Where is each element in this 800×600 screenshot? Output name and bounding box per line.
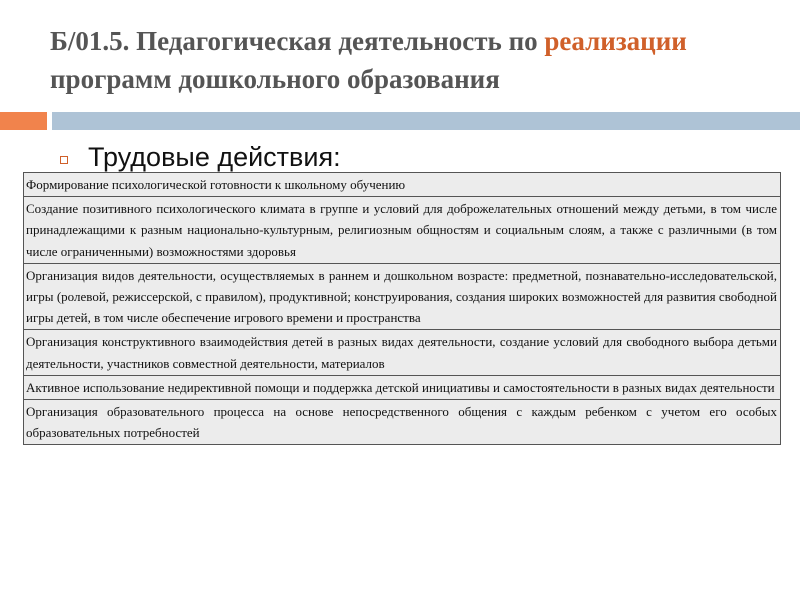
table-cell: Организация образовательного процесса на основе непосредственного общения с каждым ребенком с учетом его особых образовательных потребностей xyxy=(24,400,781,445)
decorative-band-main xyxy=(52,112,800,130)
table-cell: Организация конструктивного взаимодействия детей в разных видах деятельности, создание условий для свободного выбора детьми деятельности, участников совместной деятельности, материалов xyxy=(24,330,781,375)
labor-actions-table xyxy=(23,172,781,445)
table-cell: Создание позитивного психологического климата в группе и условий для доброжелательных отношений между детьми, в том числе принадлежащими к разным национально-культурным, религиозным общностям и социальным слоям, а также с различными (в том числе ограниченными) возможностями здоровья xyxy=(24,197,781,264)
table-row xyxy=(24,197,781,264)
table-cell: Формирование психологической готовности к школьному обучению xyxy=(24,173,781,197)
table-row xyxy=(24,375,781,399)
section-heading-row xyxy=(60,140,341,174)
title-accent-word: реализации xyxy=(544,26,687,56)
table-row xyxy=(24,263,781,330)
decorative-band-accent xyxy=(0,112,47,130)
title-part-1: Б/01.5. Педагогическая деятельность по xyxy=(50,26,545,56)
table-cell: Активное использование недирективной помощи и поддержка детской инициативы и самостоятельности в разных видах деятельности xyxy=(24,375,781,399)
slide-title xyxy=(50,22,770,98)
table-row xyxy=(24,400,781,445)
table-cell: Организация видов деятельности, осуществляемых в раннем и дошкольном возрасте: предметной, познавательно-исследовательской, игры (ролевой, режиссерской, с правилом), продуктивной; конструирования, создания широких возможностей для развития свободной игры детей, в том числе обеспечение игрового времени и пространства xyxy=(24,263,781,330)
square-bullet-icon xyxy=(60,156,68,164)
section-heading: Трудовые действия: xyxy=(88,142,341,172)
table-row xyxy=(24,173,781,197)
table-row xyxy=(24,330,781,375)
title-part-2: программ дошкольного образования xyxy=(50,64,500,94)
